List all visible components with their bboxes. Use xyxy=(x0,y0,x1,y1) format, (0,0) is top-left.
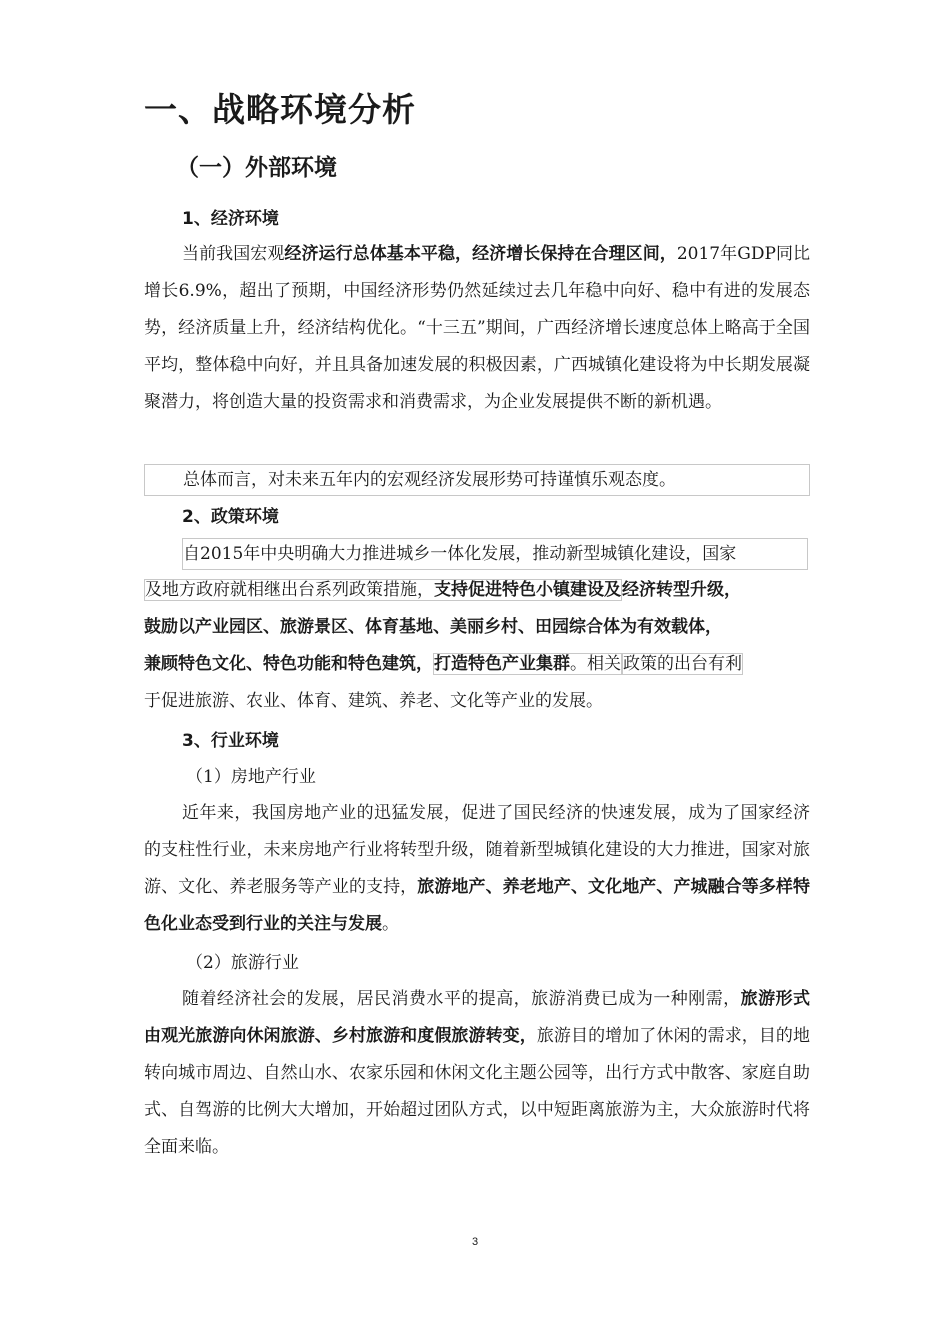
text-run: 。 xyxy=(382,914,399,934)
chapter-heading: 一、战略环境分析 xyxy=(144,90,416,129)
economy-paragraph xyxy=(144,236,810,421)
text-run: 当前我国宏观 xyxy=(182,244,285,264)
text-run: 。相关 xyxy=(570,654,621,674)
subsection-heading-policy: 2、政策环境 xyxy=(182,507,279,527)
policy-line-5: 于促进旅游、农业、体育、建筑、养老、文化等产业的发展。 xyxy=(144,691,603,711)
industry-sub-heading-tourism: （2）旅游行业 xyxy=(186,953,299,973)
policy-text-boxed xyxy=(433,653,622,675)
bold-text-run: 旅游地产、养老地产、文化地产、产城融合等多样特色化业态受到行业的关注与发展 xyxy=(144,877,811,934)
subsection-heading-industry: 3、行业环境 xyxy=(182,731,279,751)
bold-text-run: 支持促进特色小镇建设及 xyxy=(434,580,621,600)
policy-line-2 xyxy=(144,575,741,605)
industry-sub-heading-realestate: （1）房地产行业 xyxy=(186,767,316,787)
tourism-paragraph xyxy=(144,981,810,1166)
bold-text-run: 打造特色产业集群 xyxy=(434,654,570,674)
bold-text-run: 经济转型升级， xyxy=(622,580,741,600)
text-run: 随着经济社会的发展，居民消费水平的提高，旅游消费已成为一种刚需， xyxy=(182,989,741,1009)
realestate-paragraph xyxy=(144,795,810,943)
economy-summary-paragraph: 总体而言，对未来五年内的宏观经济发展形势可持谨慎乐观态度。 xyxy=(144,464,810,496)
bold-text-run: 旅游形式由观光旅游向休闲旅游、乡村旅游和度假旅游转变， xyxy=(144,989,811,1046)
subsection-heading-economy: 1、经济环境 xyxy=(182,209,279,229)
policy-line-3: 鼓励以产业园区、旅游景区、体育基地、美丽乡村、田园综合体为有效载体， xyxy=(144,617,722,637)
policy-line-1: 自2015年中央明确大力推进城乡一体化发展，推动新型城镇化建设，国家 xyxy=(182,538,808,570)
policy-line-4 xyxy=(144,649,743,679)
text-run: 近年来，我国房地产业的迅猛发展，促进了国民经济的快速发展，成为了国家经济的支柱性行业，未来房地产行业将转型升级，随着新型城镇化建设的大力推进，国家对旅游、文化、养老服务等产业的支持， xyxy=(144,803,810,897)
text-run: 2017年GDP同比增长6.9%，超出了预期，中国经济形势仍然延续过去几年稳中向好、稳中有进的发展态势，经济质量上升，经济结构优化。“十三五”期间，广西经济增长速度总体上略高于全国平均，整体稳中向好，并且具备加速发展的积极因素，广西城镇化建设将为中长期发展凝聚潜力，将创造大量的投资需求和消费需求，为企业发展提供不断的新机遇。 xyxy=(144,244,811,412)
policy-text-boxed xyxy=(144,579,622,601)
section-heading: （一）外部环境 xyxy=(176,155,337,181)
text-run: 及地方政府就相继出台系列政策措施， xyxy=(145,580,434,600)
page-number: 3 xyxy=(471,1236,479,1248)
policy-text-boxed: 政策的出台有利 xyxy=(623,654,742,674)
text-run: 旅游目的增加了休闲的需求，目的地转向城市周边、自然山水、农家乐园和休闲文化主题公园等，出行方式中散客、家庭自助式、自驾游的比例大大增加，开始超过团队方式，以中短距离旅游为主，大众旅游时代将全面来临。 xyxy=(144,1026,811,1157)
bold-text-run: 经济运行总体基本平稳，经济增长保持在合理区间， xyxy=(284,244,677,264)
bold-text-run: 兼顾特色文化、特色功能和特色建筑， xyxy=(144,654,433,674)
